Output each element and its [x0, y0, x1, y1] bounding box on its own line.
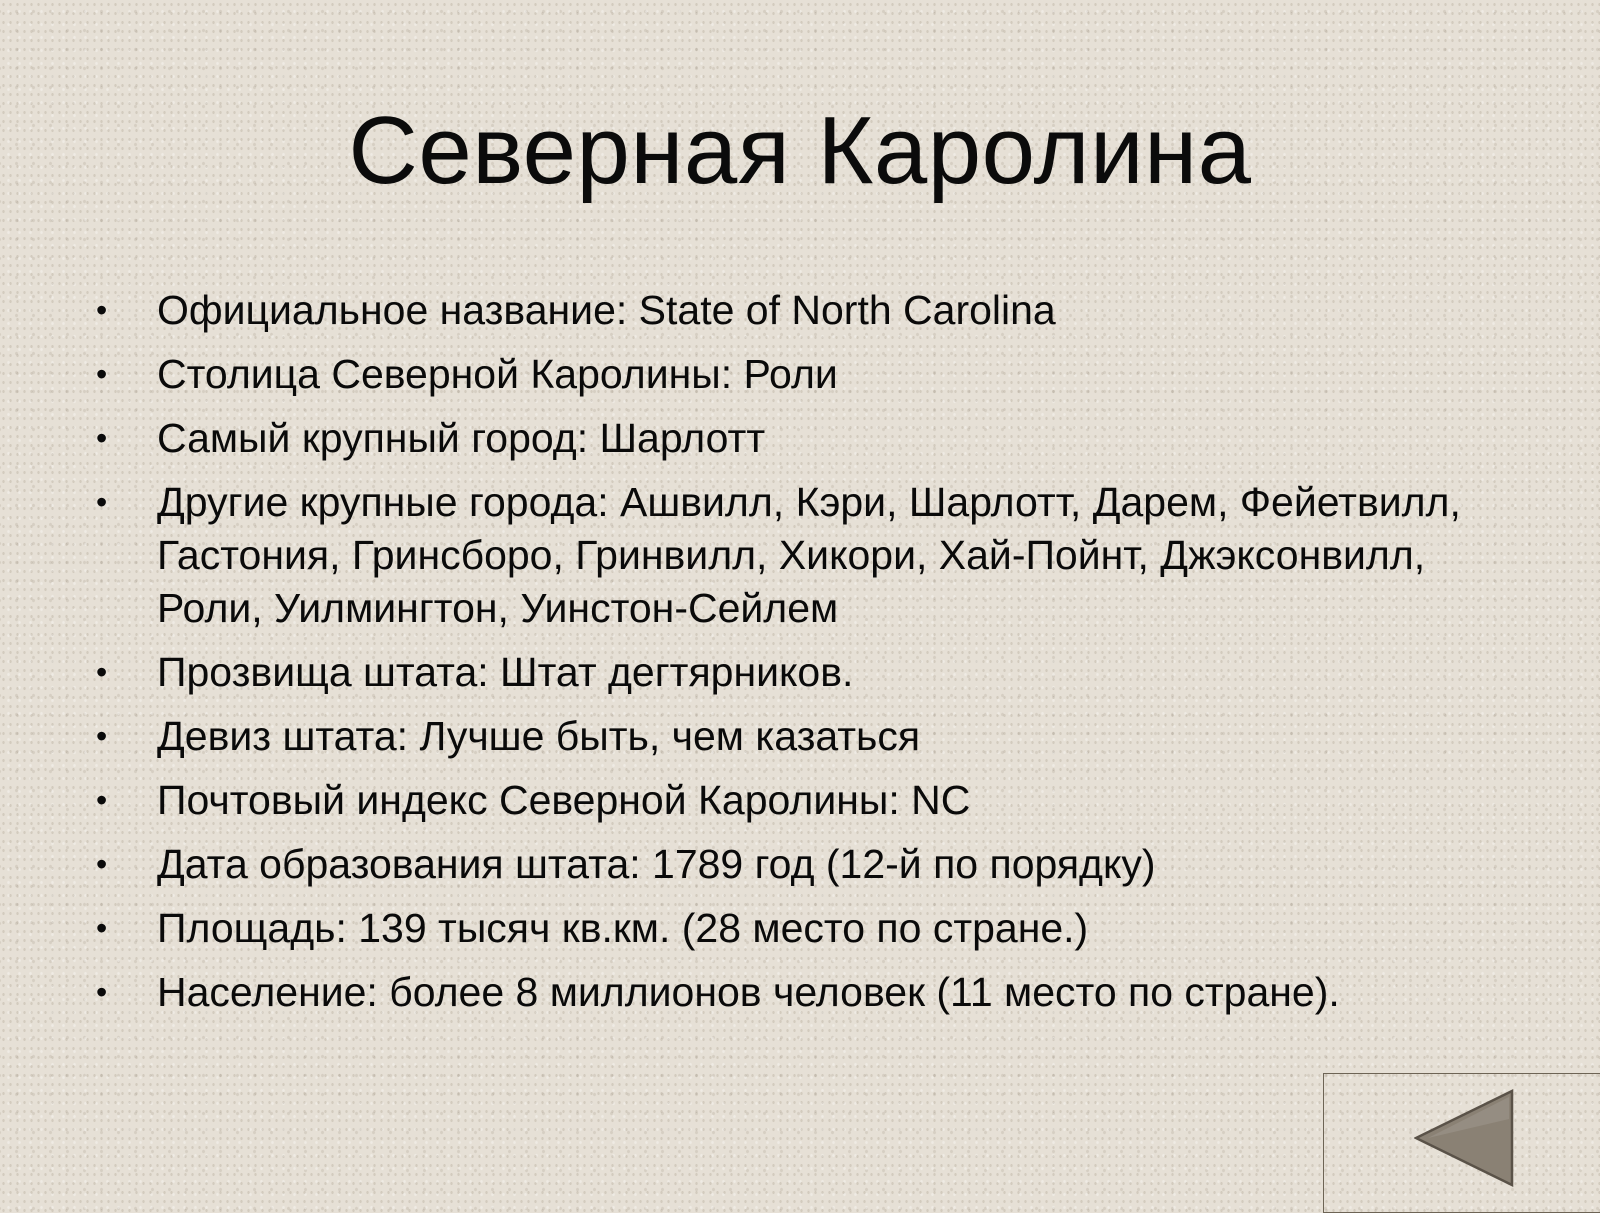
list-item [96, 902, 1516, 955]
list-item [96, 710, 1516, 763]
bullet-icon: • [96, 974, 108, 1010]
bullet-icon: • [96, 846, 108, 882]
list-item [96, 476, 1516, 635]
bullet-text-capital: Столица Северной Каролины: Роли [157, 351, 838, 397]
list-item [96, 412, 1516, 465]
bullet-icon: • [96, 654, 108, 690]
bullet-text-postal-code: Почтовый индекс Северной Каролины: NC [157, 777, 971, 823]
bullet-text-other-cities: Другие крупные города: Ашвилл, Кэри, Шарлотт, Дарем, Фейетвилл, Гастония, Гринсборо, Гринвилл, Хикори, Хай-Пойнт, Джэксонвилл, Роли, Уилмингтон, Уинстон-Сейлем [157, 479, 1461, 631]
bullet-icon: • [96, 782, 108, 818]
bullet-text-area: Площадь: 139 тысяч кв.км. (28 место по стране.) [157, 905, 1089, 951]
bullet-text-largest-city: Самый крупный город: Шарлотт [157, 415, 766, 461]
list-item [96, 646, 1516, 699]
list-item [96, 838, 1516, 891]
bullet-icon: • [96, 718, 108, 754]
bullet-text-official-name: Официальное название: State of North Carolina [157, 287, 1056, 333]
list-item [96, 348, 1516, 401]
bullet-icon: • [96, 910, 108, 946]
bullet-icon: • [96, 292, 108, 328]
list-item [96, 966, 1516, 1019]
list-item [96, 774, 1516, 827]
slide-title: Северная Каролина [348, 97, 1252, 204]
bullet-text-nicknames: Прозвища штата: Штат дегтярников. [157, 649, 854, 695]
bullet-text-founding-date: Дата образования штата: 1789 год (12-й по порядку) [157, 841, 1156, 887]
bullet-list [96, 284, 1516, 1030]
bullet-icon: • [96, 420, 108, 456]
back-button[interactable] [1414, 1089, 1514, 1187]
list-item [96, 284, 1516, 337]
bullet-icon: • [96, 356, 108, 392]
bullet-icon: • [96, 484, 108, 520]
bullet-text-population: Население: более 8 миллионов человек (11 место по стране). [157, 969, 1340, 1015]
bullet-text-motto: Девиз штата: Лучше быть, чем казаться [157, 713, 921, 759]
